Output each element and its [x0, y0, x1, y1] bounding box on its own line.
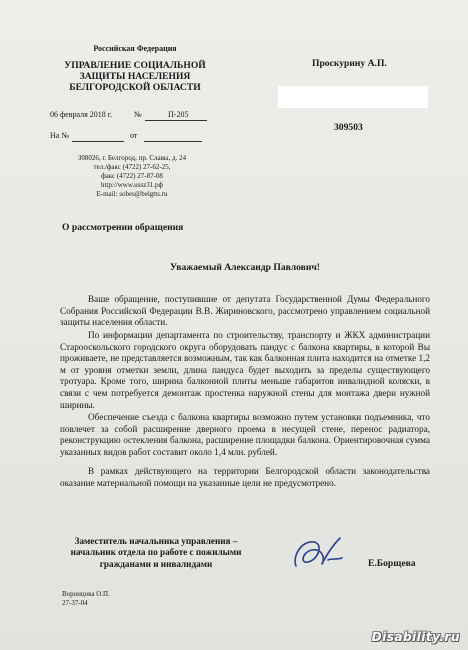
- letter-date: 06 февраля 2018 г.: [50, 110, 113, 119]
- paragraph-4: В рамках действующего на территории Белгородской области законодательства оказание материальной помощи на указанные цели не предусмотрено.: [60, 466, 430, 488]
- signatory-name: Е.Борщева: [368, 558, 416, 569]
- signatory-position: [46, 536, 266, 570]
- on-number-label: На №: [50, 131, 69, 140]
- from-label: от: [130, 131, 138, 140]
- redacted-address: [278, 86, 428, 108]
- executor-name: Воронцова О.П.: [62, 590, 110, 598]
- greeting: Уважаемый Александр Павлович!: [170, 262, 320, 273]
- from-underline: [144, 141, 202, 142]
- website: http://www.ussz31.рф: [100, 181, 164, 189]
- contact-block: [62, 154, 202, 199]
- subject-line: О рассмотрении обращения: [62, 222, 184, 233]
- org-line-3: БЕЛГОРОДСКОЙ ОБЛАСТИ: [69, 82, 201, 93]
- position-line-3: гражданами и инвалидами: [99, 558, 213, 569]
- recipient-code: 309503: [334, 122, 363, 133]
- address: 308026, г. Белгород, пр. Славы, д. 24: [77, 154, 187, 162]
- org-line-2: ЗАЩИТЫ НАСЕЛЕНИЯ: [79, 71, 191, 82]
- recipient-name: Проскурину А.П.: [312, 58, 387, 69]
- executor-block: [62, 590, 110, 608]
- position-line-2: начальник отдела по работе с пожилыми: [70, 547, 242, 558]
- site-watermark: Disability.ru: [371, 630, 460, 644]
- executor-phone: 27-37-04: [62, 599, 88, 607]
- org-line-1: УПРАВЛЕНИЕ СОЦИАЛЬНОЙ: [64, 60, 206, 71]
- number-underline: [145, 120, 207, 121]
- number-sign: №: [134, 110, 142, 119]
- fax: факс (4722) 27-87-08: [101, 172, 163, 180]
- position-line-1: Заместитель начальника управления –: [74, 536, 238, 546]
- phone: тел./факс (4722) 27-62-25,: [93, 163, 171, 171]
- paragraph-2: По информации департамента по строительству, транспорту и ЖКХ администрации Старооскольского городского округа оборудовать пандус с балкона квартиры, в которой Вы проживаете, не представляется возможным, так как балконная плита находится на отметке 1,2 м от уровня отметки земли, длина пандуса будет выходить за пределы существующего тротуара. Кроме того, ширина балконной плиты меньше габаритов инвалидной коляски, в связи с чем потребуется демонтаж простенка наружной стены для монтажа двери нужной ширины.: [60, 330, 430, 410]
- letter-number: П-205: [168, 110, 189, 119]
- organization-name: [52, 60, 218, 93]
- paragraph-1: Ваше обращение, поступившие от депутата Государственной Думы Федерального Собрания Российской Федерации В.В. Жириновского, рассмотрено управлением социальной защиты населения области.: [60, 294, 430, 328]
- paragraph-3: Обеспечение съезда с балкона квартиры возможно путем установки подъемника, что повлечет за собой расширение дверного проема в несущей стене, перенос радиатора, реконструкцию остекления балкона, расширение площадки балкона. Ориентировочная сумма указанных видов работ составит около 1,4 млн. рублей.: [60, 412, 430, 457]
- handwritten-signature: [288, 530, 348, 574]
- email: E-mail: sobes@belgtts.ru: [96, 190, 168, 198]
- on-number-underline: [72, 141, 124, 142]
- federation-label: Российская Федерация: [93, 44, 177, 53]
